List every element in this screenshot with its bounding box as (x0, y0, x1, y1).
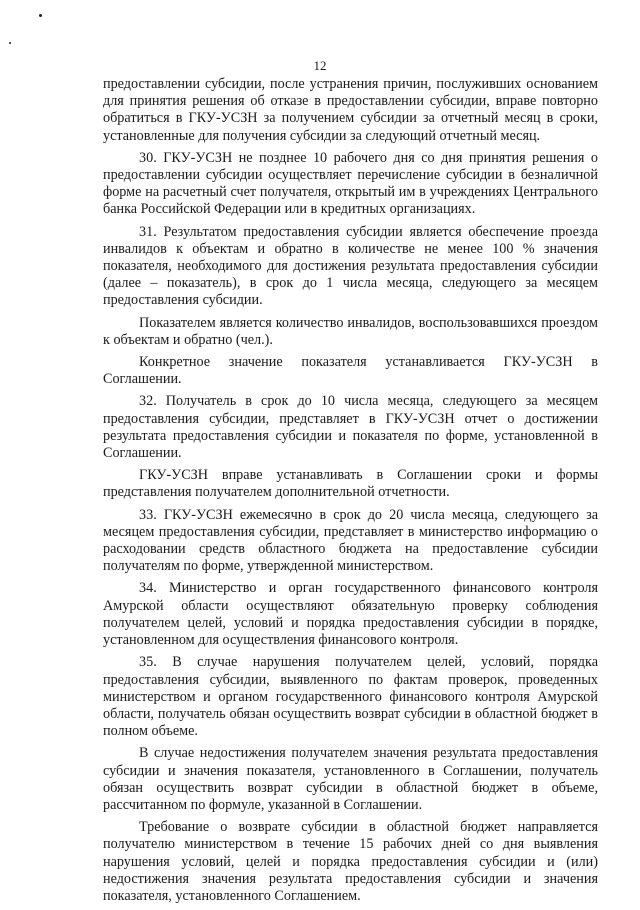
paragraph-32: 32. Получатель в срок до 10 числа месяца, следующего за месяцем предоставления субсидии, представляет в ГКУ-УСЗН отчет о достижении результата предоставления субсидии и показателя по форме, установленной в Соглашении. (103, 393, 598, 462)
scan-speck (9, 42, 11, 44)
paragraph-30: 30. ГКУ-УСЗН не позднее 10 рабочего дня со дня принятия решения о предоставлении субсидии осуществляет перечисление субсидии в безналичной форме на расчетный счет получателя, открытый им в учреждениях Центрального банка Российской Федерации или в кредитных организациях. (103, 149, 598, 218)
paragraph-additional-reporting: ГКУ-УСЗН вправе устанавливать в Соглашении сроки и формы представления получателем дополнительной отчетности. (103, 467, 598, 501)
paragraph-33: 33. ГКУ-УСЗН ежемесячно в срок до 20 числа месяца, следующего за месяцем предоставления субсидии, представляет в министерство информацию о расходовании средств областного бюджета на предоставление субсидии получателям по форме, утвержденной министерством. (103, 506, 598, 575)
paragraph-refund-requirement: Требование о возврате субсидии в областной бюджет направляется получателю министерством в течение 15 рабочих дней со дня выявления нарушения условий, целей и порядка предоставления субсидии и (или) недостижения значения результата предоставления субсидии и значения показателя, установленного Соглашением. (103, 819, 598, 904)
scan-speck (39, 14, 42, 17)
paragraph-34: 34. Министерство и орган государственного финансового контроля Амурской области осуществляют обязательную проверку соблюдения получателем целей, условий и порядка предоставления субсидии в порядке, установленном для осуществления финансового контроля. (103, 580, 598, 649)
paragraph-indicator: Показателем является количество инвалидов, воспользовавшихся проездом к объектам и обратно (чел.). (103, 314, 598, 348)
paragraph-continuation: предоставлении субсидии, после устранения причин, послуживших основанием для принятия решения об отказе в предоставлении субсидии, вправе повторно обратиться в ГКУ-УСЗН за получением субсидии за отчетный месяц в сроки, установленные для получения субсидии за следующий отчетный месяц. (103, 76, 598, 144)
paragraph-35: 35. В случае нарушения получателем целей, условий, порядка предоставления субсидии, выявленного по фактам проверок, проведенных министерством и органом государственного финансового контроля Амурской области, получатель обязан осуществить возврат субсидии в областной бюджет в полном объеме. (103, 654, 598, 740)
paragraph-indicator-value: Конкретное значение показателя устанавливается ГКУ-УСЗН в Соглашении. (103, 354, 598, 388)
page-number: 12 (313, 58, 327, 73)
document-body (103, 76, 598, 910)
paragraph-31: 31. Результатом предоставления субсидии является обеспечение проезда инвалидов к объектам и обратно в количестве не менее 100 % значения показателя, необходимого для достижения результата предоставления субсидии (далее – показатель), в срок до 1 числа месяца, следующего за месяцем предоставления субсидии. (103, 223, 598, 309)
paragraph-non-achievement: В случае недостижения получателем значения результата предоставления субсидии и значения показателя, установленного в Соглашении, получатель обязан осуществить возврат субсидии в областной бюджет в объеме, рассчитанном по формуле, указанной в Соглашении. (103, 745, 598, 813)
